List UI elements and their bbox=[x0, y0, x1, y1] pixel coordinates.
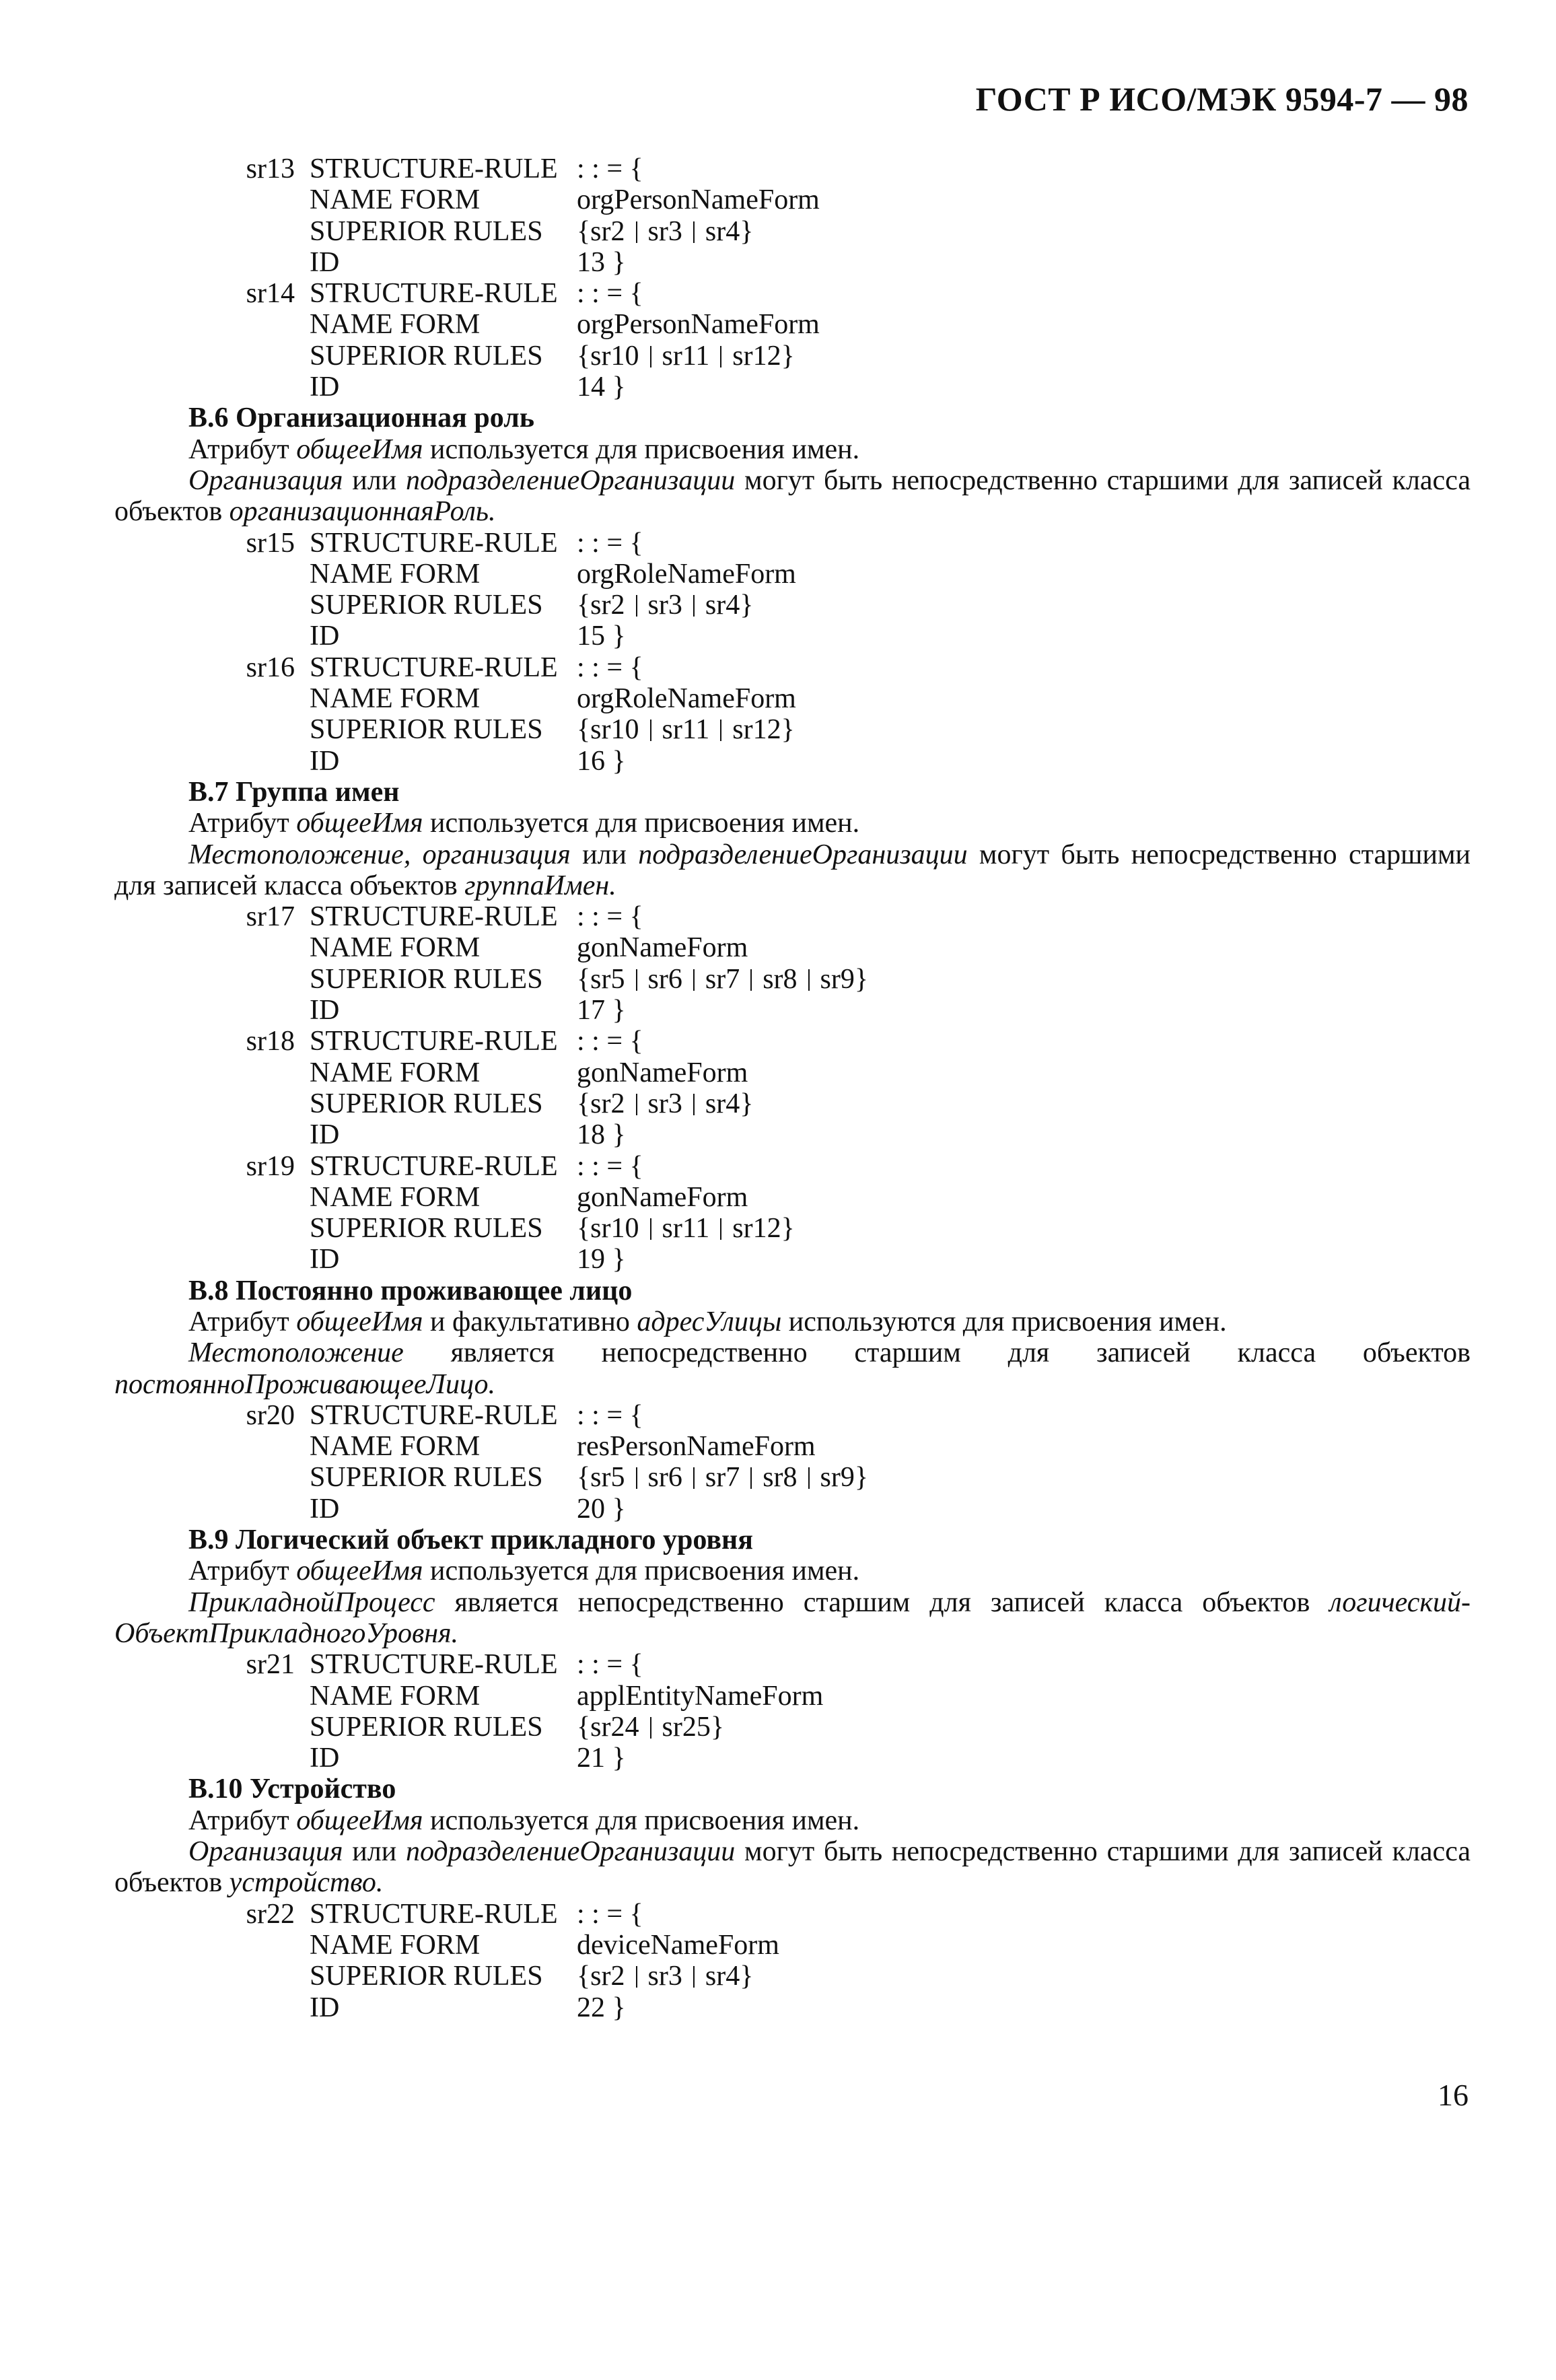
rule-id: sr16 bbox=[246, 652, 295, 683]
spacer bbox=[114, 1930, 310, 1961]
name-form-label: NAME FORM bbox=[310, 683, 481, 715]
id-value: 15 } bbox=[577, 621, 626, 652]
separator-bar bbox=[650, 1717, 651, 1739]
spacer bbox=[114, 683, 310, 714]
superior-rule-ref: sr7 bbox=[705, 963, 740, 995]
name-form-label: NAME FORM bbox=[310, 558, 481, 590]
spacer bbox=[114, 1213, 310, 1244]
section-heading: B.9 Логический объект прикладного уровня bbox=[188, 1525, 753, 1556]
italic-term: подразделениеОрганизации bbox=[405, 464, 736, 496]
spacer bbox=[114, 1992, 310, 2023]
superior-rule-ref: sr3 bbox=[647, 1961, 682, 1992]
id-label: ID bbox=[310, 1992, 340, 2023]
superior-rules-label: SUPERIOR RULES bbox=[310, 215, 543, 247]
separator-bar bbox=[650, 720, 651, 741]
name-form-value: orgRoleNameForm bbox=[577, 558, 796, 590]
superior-rule-ref: sr7 bbox=[705, 1462, 740, 1494]
text-run: используется для присвоения имен. bbox=[423, 433, 860, 465]
superior-rules-value: {sr10 sr11 sr12} bbox=[577, 714, 795, 746]
rule-assign: : : = { bbox=[577, 1898, 643, 1930]
page-body bbox=[114, 153, 1471, 2023]
superior-rule-ref: sr5 bbox=[590, 963, 625, 995]
superior-rule-ref: sr8 bbox=[763, 1462, 798, 1494]
id-label: ID bbox=[310, 621, 340, 652]
rule-keyword: STRUCTURE-RULE bbox=[310, 1898, 558, 1930]
rule-keyword: STRUCTURE-RULE bbox=[310, 153, 558, 184]
rule-id: sr13 bbox=[246, 153, 295, 184]
text-run: Атрибут bbox=[188, 808, 297, 839]
separator-bar bbox=[693, 969, 695, 991]
superior-rules-label: SUPERIOR RULES bbox=[310, 590, 543, 621]
separator-bar bbox=[693, 595, 695, 617]
rule-assign: : : = { bbox=[577, 527, 643, 559]
superior-rule-ref: sr2 bbox=[590, 1961, 625, 1992]
structure-rule-sr20 bbox=[114, 1400, 1471, 1525]
superior-rules-value: {sr2 sr3 sr4} bbox=[577, 1961, 754, 1992]
superior-rule-ref: sr6 bbox=[647, 963, 682, 995]
superior-rule-ref: sr12 bbox=[732, 340, 781, 372]
spacer bbox=[114, 1743, 310, 1774]
superior-rules-value: {sr2 sr3 sr4} bbox=[577, 215, 754, 247]
separator-bar bbox=[720, 720, 721, 741]
separator-bar bbox=[650, 346, 651, 368]
superior-rule-ref: sr4 bbox=[705, 1088, 740, 1119]
italic-term: устройство. bbox=[229, 1867, 384, 1899]
separator-bar bbox=[636, 1966, 637, 1988]
structure-rule-sr21 bbox=[114, 1649, 1471, 1774]
section-heading: B.8 Постоянно проживающее лицо bbox=[188, 1275, 633, 1306]
spacer bbox=[114, 1431, 310, 1462]
text-run: могут быть непосредственно старшими для записей класса объектов bbox=[114, 1836, 1471, 1899]
structure-rule-sr17 bbox=[114, 901, 1471, 1026]
name-form-label: NAME FORM bbox=[310, 1929, 481, 1961]
superior-rule-ref: sr11 bbox=[662, 340, 710, 372]
name-form-value: deviceNameForm bbox=[577, 1929, 779, 1961]
rule-assign: : : = { bbox=[577, 1150, 643, 1182]
rule-id: sr15 bbox=[246, 527, 295, 559]
spacer bbox=[114, 590, 310, 621]
separator-bar bbox=[693, 1467, 695, 1489]
id-label: ID bbox=[310, 1244, 340, 1275]
italic-term: логический-ОбъектПрикладногоУровня. bbox=[114, 1586, 1471, 1649]
italic-term: общееИмя bbox=[296, 1555, 423, 1587]
name-form-label: NAME FORM bbox=[310, 1680, 481, 1712]
name-form-value: orgPersonNameForm bbox=[577, 309, 820, 341]
superior-rules-label: SUPERIOR RULES bbox=[310, 714, 543, 746]
id-value: 14 } bbox=[577, 372, 626, 403]
id-value: 18 } bbox=[577, 1119, 626, 1151]
name-form-value: orgPersonNameForm bbox=[577, 184, 820, 216]
superior-rule-ref: sr10 bbox=[590, 1213, 639, 1245]
rule-assign: : : = { bbox=[577, 1026, 643, 1057]
paragraph bbox=[114, 1587, 1471, 1650]
separator-bar bbox=[693, 221, 695, 243]
id-label: ID bbox=[310, 372, 340, 403]
spacer bbox=[114, 1681, 310, 1712]
superior-rule-ref: sr2 bbox=[590, 1088, 625, 1119]
spacer bbox=[114, 247, 310, 278]
rule-assign: : : = { bbox=[577, 1399, 643, 1431]
superior-rule-ref: sr3 bbox=[647, 1088, 682, 1119]
structure-rule-sr19 bbox=[114, 1151, 1471, 1275]
rule-assign: : : = { bbox=[577, 901, 643, 933]
spacer bbox=[114, 714, 310, 745]
superior-rule-ref: sr5 bbox=[590, 1462, 625, 1494]
name-form-label: NAME FORM bbox=[310, 1181, 481, 1213]
superior-rules-value: {sr2 sr3 sr4} bbox=[577, 1088, 754, 1119]
spacer bbox=[114, 1494, 310, 1525]
text-run: и факультативно bbox=[423, 1306, 637, 1337]
rule-id: sr21 bbox=[246, 1649, 295, 1681]
rule-assign: : : = { bbox=[577, 153, 643, 184]
spacer bbox=[114, 372, 310, 403]
text-run: могут быть непосредственно старшими для записей класса объектов bbox=[114, 839, 1471, 901]
superior-rule-ref: sr24 bbox=[590, 1711, 639, 1743]
spacer bbox=[114, 1462, 310, 1493]
rule-keyword: STRUCTURE-RULE bbox=[310, 1150, 558, 1182]
italic-term: постоянноПроживающееЛицо. bbox=[114, 1368, 496, 1400]
name-form-value: gonNameForm bbox=[577, 1181, 748, 1213]
text-run: используются для присвоения имен. bbox=[781, 1306, 1227, 1337]
rule-keyword: STRUCTURE-RULE bbox=[310, 527, 558, 559]
spacer bbox=[114, 932, 310, 963]
italic-term: организационнаяРоль. bbox=[229, 496, 496, 528]
superior-rules-value: {sr2 sr3 sr4} bbox=[577, 590, 754, 621]
separator-bar bbox=[636, 969, 637, 991]
running-header: ГОСТ Р ИСО/МЭК 9594-7 — 98 bbox=[975, 80, 1469, 118]
id-value: 22 } bbox=[577, 1992, 626, 2023]
text-run: Атрибут bbox=[188, 1306, 297, 1337]
text-run: используется для присвоения имен. bbox=[423, 808, 860, 839]
spacer bbox=[114, 559, 310, 590]
text-run: Атрибут bbox=[188, 433, 297, 465]
name-form-value: resPersonNameForm bbox=[577, 1431, 816, 1463]
superior-rule-ref: sr2 bbox=[590, 215, 625, 247]
superior-rules-label: SUPERIOR RULES bbox=[310, 1213, 543, 1245]
spacer bbox=[114, 746, 310, 777]
structure-rule-sr22 bbox=[114, 1899, 1471, 2023]
spacer bbox=[114, 964, 310, 995]
spacer bbox=[114, 341, 310, 372]
rule-id: sr18 bbox=[246, 1026, 295, 1057]
id-label: ID bbox=[310, 1119, 340, 1151]
text-run: используется для присвоения имен. bbox=[423, 1805, 860, 1836]
paragraph bbox=[114, 434, 1471, 465]
id-label: ID bbox=[310, 246, 340, 278]
spacer bbox=[114, 1182, 310, 1213]
text-run: Атрибут bbox=[188, 1555, 297, 1587]
id-label: ID bbox=[310, 995, 340, 1026]
paragraph bbox=[114, 465, 1471, 528]
section-heading: B.7 Группа имен bbox=[188, 776, 400, 808]
spacer bbox=[114, 1088, 310, 1119]
rule-assign: : : = { bbox=[577, 652, 643, 683]
id-value: 16 } bbox=[577, 745, 626, 777]
italic-term: Местоположение, организация bbox=[188, 839, 571, 870]
rule-id: sr17 bbox=[246, 901, 295, 933]
id-value: 19 } bbox=[577, 1244, 626, 1275]
separator-bar bbox=[636, 595, 637, 617]
separator-bar bbox=[720, 1218, 721, 1240]
separator-bar bbox=[750, 1467, 752, 1489]
italic-term: ПрикладнойПроцесс bbox=[188, 1586, 435, 1618]
italic-term: общееИмя bbox=[296, 1805, 423, 1836]
italic-term: подразделениеОрганизации bbox=[405, 1836, 736, 1868]
name-form-label: NAME FORM bbox=[310, 184, 481, 216]
text-run: является непосредственно старшим для записей класса объектов bbox=[435, 1586, 1330, 1618]
text-run: используется для присвоения имен. bbox=[423, 1555, 860, 1587]
superior-rule-ref: sr4 bbox=[705, 590, 740, 621]
structure-rule-sr15 bbox=[114, 528, 1471, 652]
separator-bar bbox=[808, 969, 810, 991]
spacer bbox=[114, 1244, 310, 1275]
id-label: ID bbox=[310, 1743, 340, 1774]
superior-rule-ref: sr4 bbox=[705, 1961, 740, 1992]
structure-rule-sr13 bbox=[114, 153, 1471, 278]
spacer bbox=[114, 1119, 310, 1150]
name-form-label: NAME FORM bbox=[310, 1431, 481, 1463]
name-form-value: applEntityNameForm bbox=[577, 1680, 824, 1712]
name-form-label: NAME FORM bbox=[310, 932, 481, 964]
separator-bar bbox=[720, 346, 721, 368]
spacer bbox=[114, 1057, 310, 1088]
superior-rules-value: {sr5 sr6 sr7 sr8 sr9} bbox=[577, 1462, 869, 1494]
name-form-value: gonNameForm bbox=[577, 932, 748, 964]
rule-keyword: STRUCTURE-RULE bbox=[310, 1399, 558, 1431]
rule-id: sr14 bbox=[246, 278, 295, 310]
structure-rule-sr16 bbox=[114, 652, 1471, 777]
separator-bar bbox=[693, 1966, 695, 1988]
rule-assign: : : = { bbox=[577, 1649, 643, 1681]
rule-id: sr22 bbox=[246, 1898, 295, 1930]
superior-rule-ref: sr11 bbox=[662, 714, 710, 746]
name-form-label: NAME FORM bbox=[310, 309, 481, 341]
superior-rule-ref: sr12 bbox=[732, 1213, 781, 1245]
paragraph bbox=[114, 808, 1471, 839]
name-form-label: NAME FORM bbox=[310, 1057, 481, 1088]
superior-rule-ref: sr8 bbox=[763, 963, 798, 995]
separator-bar bbox=[808, 1467, 810, 1489]
rule-keyword: STRUCTURE-RULE bbox=[310, 1026, 558, 1057]
separator-bar bbox=[636, 221, 637, 243]
superior-rules-value: {sr5 sr6 sr7 sr8 sr9} bbox=[577, 963, 869, 995]
superior-rules-label: SUPERIOR RULES bbox=[310, 1711, 543, 1743]
superior-rule-ref: sr9 bbox=[820, 963, 855, 995]
rule-assign: : : = { bbox=[577, 278, 643, 310]
rule-keyword: STRUCTURE-RULE bbox=[310, 652, 558, 683]
superior-rule-ref: sr10 bbox=[590, 340, 639, 372]
superior-rule-ref: sr3 bbox=[647, 215, 682, 247]
superior-rules-label: SUPERIOR RULES bbox=[310, 963, 543, 995]
superior-rule-ref: sr3 bbox=[647, 590, 682, 621]
name-form-value: orgRoleNameForm bbox=[577, 683, 796, 715]
superior-rule-ref: sr25 bbox=[662, 1711, 711, 1743]
paragraph bbox=[114, 1805, 1471, 1836]
spacer bbox=[114, 309, 310, 340]
id-label: ID bbox=[310, 745, 340, 777]
text-run: или bbox=[343, 1836, 406, 1868]
superior-rule-ref: sr9 bbox=[820, 1462, 855, 1494]
rule-keyword: STRUCTURE-RULE bbox=[310, 901, 558, 933]
rule-id: sr20 bbox=[246, 1399, 295, 1431]
separator-bar bbox=[693, 1094, 695, 1115]
text-run: Атрибут bbox=[188, 1805, 297, 1836]
superior-rule-ref: sr4 bbox=[705, 215, 740, 247]
rule-keyword: STRUCTURE-RULE bbox=[310, 278, 558, 310]
italic-term: Организация bbox=[188, 464, 343, 496]
id-value: 20 } bbox=[577, 1493, 626, 1525]
paragraph bbox=[114, 1337, 1471, 1400]
separator-bar bbox=[750, 969, 752, 991]
spacer bbox=[114, 1712, 310, 1743]
section-heading: B.10 Устройство bbox=[188, 1774, 396, 1805]
superior-rules-label: SUPERIOR RULES bbox=[310, 1961, 543, 1992]
superior-rules-label: SUPERIOR RULES bbox=[310, 1462, 543, 1494]
superior-rules-value: {sr10 sr11 sr12} bbox=[577, 1213, 795, 1245]
italic-term: общееИмя bbox=[296, 1306, 423, 1337]
italic-term: адресУлицы bbox=[637, 1306, 782, 1337]
superior-rule-ref: sr6 bbox=[647, 1462, 682, 1494]
superior-rule-ref: sr10 bbox=[590, 714, 639, 746]
rule-keyword: STRUCTURE-RULE bbox=[310, 1649, 558, 1681]
paragraph bbox=[114, 1306, 1471, 1337]
structure-rule-sr14 bbox=[114, 278, 1471, 403]
structure-rule-sr18 bbox=[114, 1026, 1471, 1150]
section-heading: B.6 Организационная роль bbox=[188, 403, 534, 434]
id-value: 13 } bbox=[577, 246, 626, 278]
text-run: или bbox=[570, 839, 639, 870]
text-run: является непосредственно старшим для записей класса объектов bbox=[403, 1337, 1471, 1369]
id-value: 21 } bbox=[577, 1743, 626, 1774]
superior-rule-ref: sr2 bbox=[590, 590, 625, 621]
superior-rules-label: SUPERIOR RULES bbox=[310, 340, 543, 372]
separator-bar bbox=[636, 1094, 637, 1115]
italic-term: группаИмен. bbox=[464, 870, 616, 901]
separator-bar bbox=[650, 1218, 651, 1240]
id-value: 17 } bbox=[577, 995, 626, 1026]
paragraph bbox=[114, 1836, 1471, 1899]
text-run: или bbox=[343, 464, 406, 496]
paragraph bbox=[114, 1555, 1471, 1586]
spacer bbox=[114, 621, 310, 652]
spacer bbox=[114, 995, 310, 1026]
separator-bar bbox=[636, 1467, 637, 1489]
superior-rules-value: {sr24 sr25} bbox=[577, 1711, 725, 1743]
name-form-value: gonNameForm bbox=[577, 1057, 748, 1088]
spacer bbox=[114, 216, 310, 247]
italic-term: общееИмя bbox=[296, 433, 423, 465]
spacer bbox=[114, 184, 310, 215]
superior-rules-value: {sr10 sr11 sr12} bbox=[577, 340, 795, 372]
superior-rule-ref: sr11 bbox=[662, 1213, 710, 1245]
italic-term: Местоположение bbox=[188, 1337, 404, 1369]
italic-term: общееИмя bbox=[296, 808, 423, 839]
superior-rules-label: SUPERIOR RULES bbox=[310, 1088, 543, 1119]
italic-term: подразделениеОрганизации bbox=[638, 839, 968, 870]
page-number: 16 bbox=[1438, 2078, 1469, 2112]
italic-term: Организация bbox=[188, 1836, 343, 1868]
rule-id: sr19 bbox=[246, 1150, 295, 1182]
spacer bbox=[114, 1961, 310, 1992]
superior-rule-ref: sr12 bbox=[732, 714, 781, 746]
text-run: могут быть непосредственно старшими для записей класса объектов bbox=[114, 464, 1471, 528]
paragraph bbox=[114, 839, 1471, 902]
id-label: ID bbox=[310, 1493, 340, 1525]
